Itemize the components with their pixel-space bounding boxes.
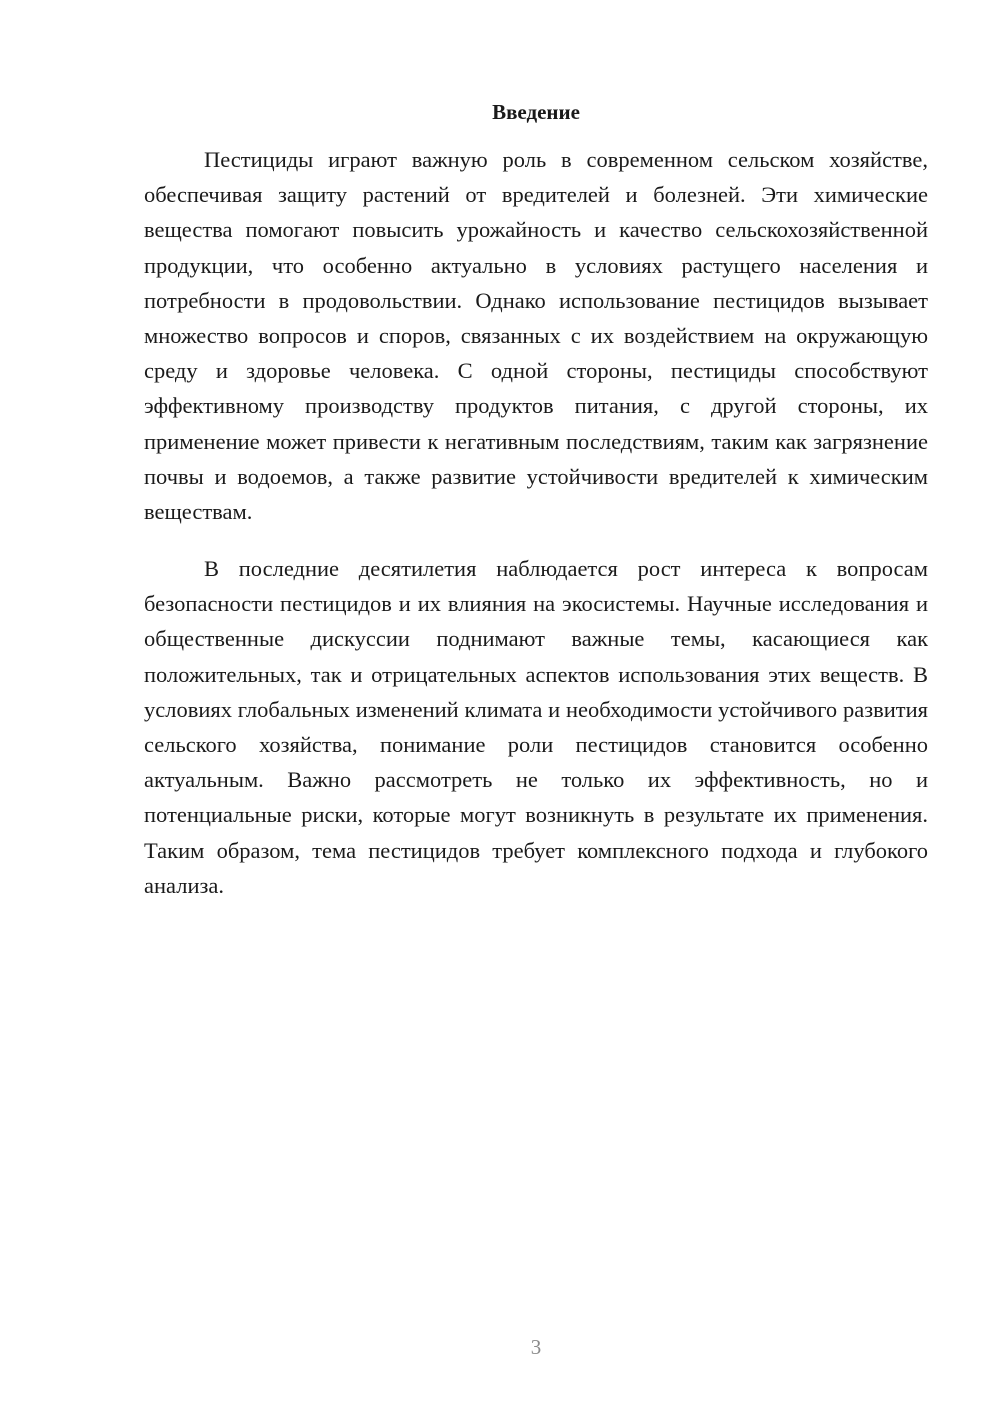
paragraph-1: Пестициды играют важную роль в современном сельском хозяйстве, обеспечивая защиту растений от вредителей и болезней. Эти химические вещества помогают повысить урожайность и качество сельскохозяйственной продукции, что особенно актуально в условиях растущего населения и потребности в продовольствии. Однако использование пестицидов вызывает множество вопросов и споров, связанных с их воздействием на окружающую среду и здоровье человека. С одной стороны, пестициды способствуют эффективному производству продуктов питания, с другой стороны, их применение может привести к негативным последствиям, таким как загрязнение почвы и водоемов, а также развитие устойчивости вредителей к химическим веществам.: [144, 147, 928, 525]
section-heading: Введение: [492, 100, 580, 124]
paragraph-2: В последние десятилетия наблюдается рост интереса к вопросам безопасности пестицидов и их влияния на экосистемы. Научные исследования и общественные дискуссии поднимают важные темы, касающиеся как положительных, так и отрицательных аспектов использования этих веществ. В условиях глобальных изменений климата и необходимости устойчивого развития сельского хозяйства, понимание роли пестицидов становится особенно актуальным. Важно рассмотреть не только их эффективность, но и потенциальные риски, которые могут возникнуть в результате их применения. Таким образом, тема пестицидов требует комплексного подхода и глубокого анализа.: [144, 556, 928, 898]
page-number: 3: [530, 1335, 542, 1359]
